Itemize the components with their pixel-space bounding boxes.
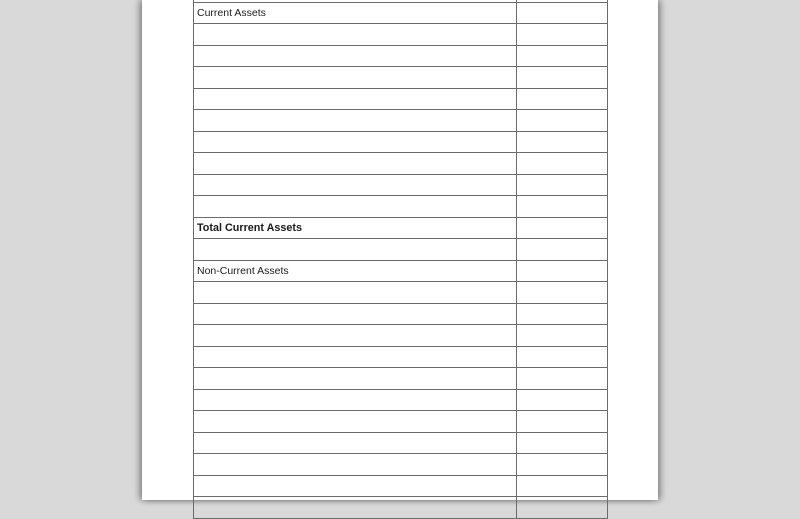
row-label-cell[interactable] [194,174,517,196]
row-label-cell[interactable] [194,346,517,368]
row-value-cell[interactable] [517,303,608,325]
row-value-cell[interactable] [517,131,608,153]
table-row [194,303,608,325]
table-row [194,88,608,110]
row-label-cell[interactable] [194,153,517,175]
row-value-cell[interactable] [517,45,608,67]
table-row [194,24,608,46]
row-value-cell[interactable] [517,196,608,218]
row-label-cell[interactable]: Non-Current Assets [194,260,517,282]
table-row [194,239,608,261]
row-value-cell[interactable] [517,24,608,46]
row-value-cell[interactable] [517,239,608,261]
row-label-cell[interactable] [194,131,517,153]
table-row [194,346,608,368]
row-label-cell[interactable] [194,239,517,261]
row-value-cell[interactable] [517,389,608,411]
table-row [194,389,608,411]
row-value-cell[interactable] [517,110,608,132]
table-row [194,368,608,390]
document-page [142,0,658,500]
row-label-cell[interactable] [194,303,517,325]
row-label-cell[interactable] [194,45,517,67]
balance-sheet-table [193,0,608,519]
row-value-cell[interactable] [517,475,608,497]
row-label-cell[interactable] [194,196,517,218]
table-row [194,2,608,24]
row-value-cell[interactable] [517,411,608,433]
row-value-cell[interactable] [517,67,608,89]
row-label-cell[interactable] [194,67,517,89]
row-value-cell[interactable] [517,368,608,390]
table-row [194,454,608,476]
row-label-cell[interactable] [194,368,517,390]
row-value-cell[interactable] [517,174,608,196]
table-row [194,131,608,153]
row-label-cell[interactable] [194,110,517,132]
table-row [194,325,608,347]
row-value-cell[interactable] [517,88,608,110]
table-row [194,475,608,497]
table-row [194,217,608,239]
row-label-cell[interactable]: Total Current Assets [194,217,517,239]
table-row [194,432,608,454]
row-label-cell[interactable] [194,325,517,347]
table-row [194,260,608,282]
row-value-cell[interactable] [517,282,608,304]
row-label-cell[interactable] [194,24,517,46]
table-row [194,153,608,175]
row-value-cell[interactable] [517,346,608,368]
row-label-cell[interactable] [194,432,517,454]
row-value-cell[interactable] [517,325,608,347]
row-label-cell[interactable] [194,389,517,411]
row-value-cell[interactable] [517,2,608,24]
row-label-cell[interactable] [194,475,517,497]
row-value-cell[interactable] [517,260,608,282]
row-value-cell[interactable] [517,153,608,175]
row-label-cell[interactable] [194,88,517,110]
row-label-cell[interactable]: Current Assets [194,2,517,24]
row-label-cell[interactable] [194,411,517,433]
table-row [194,282,608,304]
row-value-cell[interactable] [517,432,608,454]
table-row [194,411,608,433]
table-row [194,196,608,218]
table-row [194,110,608,132]
balance-sheet-body [194,0,608,518]
table-row [194,67,608,89]
row-value-cell[interactable] [517,454,608,476]
row-label-cell[interactable] [194,282,517,304]
row-label-cell[interactable] [194,454,517,476]
table-row [194,174,608,196]
table-row [194,45,608,67]
row-value-cell[interactable] [517,217,608,239]
